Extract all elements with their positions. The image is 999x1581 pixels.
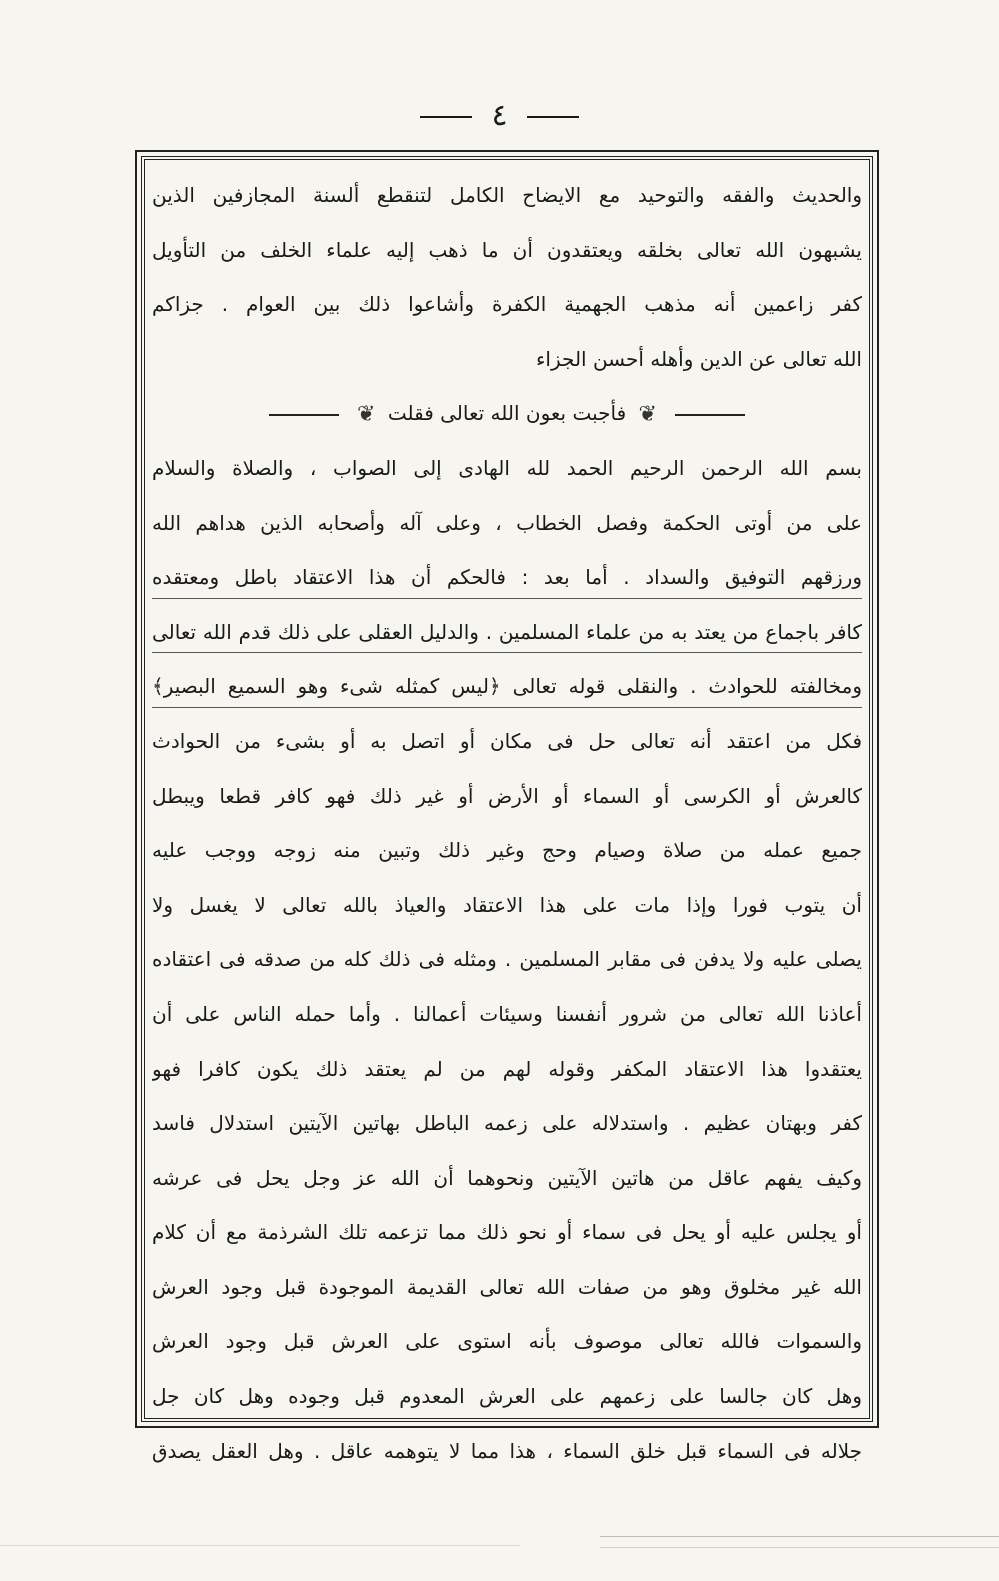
text-line-17: يعتقدوا هذا الاعتقاد المكفر وقوله لهم من لم يعتقد ذلك يكون كافرا فهو: [152, 1056, 862, 1081]
page-number-text: ٤: [491, 98, 508, 133]
text-line-21: الله غير مخلوق وهو من صفات الله تعالى القديمة الموجودة قبل وجود العرش: [152, 1274, 862, 1299]
text-line-22: والسموات فالله تعالى موصوف بأنه استوى على العرش قبل وجود العرش: [152, 1329, 862, 1354]
text-line-11: فكل من اعتقد أنه تعالى حل فى مكان أو اتصل به أو بشىء من الحوادث: [152, 728, 862, 753]
text-line-1: والحديث والفقه والتوحيد مع الايضاح الكامل لتنقطع ألسنة المجازفين الذين: [152, 183, 862, 207]
page-number-dash-right: [527, 116, 579, 118]
floral-ornament-icon: ❦: [357, 401, 376, 427]
text-line-2: يشبهون الله تعالى بخلقه ويعتقدون أن ما ذهب إليه علماء الخلف من التأويل: [152, 237, 862, 262]
scan-edge-lines: [600, 1536, 999, 1548]
text-line-19: وكيف يفهم عاقل من هاتين الآيتين ونحوهما أن الله عز وجل يحل فى عرشه: [152, 1165, 862, 1190]
text-line-7: على من أوتى الحكمة وفصل الخطاب ، وعلى آله وأصحابه الذين هداهم الله: [152, 510, 862, 535]
body-text: [152, 168, 862, 1478]
text-line-13: جميع عمله من صلاة وصيام وحج وغير ذلك وتبين منه زوجه ووجب عليه: [152, 838, 862, 863]
page-number: [0, 96, 999, 136]
heading-rule-right: [675, 414, 745, 416]
section-heading-text: فأجبت بعون الله تعالى فقلت: [387, 401, 627, 426]
floral-ornament-icon: ❦: [638, 401, 657, 427]
text-line-3: كفر زاعمين أنه مذهب الجهمية الكفرة وأشاعوا ذلك بين العوام . جزاكم: [152, 292, 862, 317]
text-line-12: كالعرش أو الكرسى أو السماء أو الأرض أو غير ذلك فهو كافر قطعا ويبطل: [152, 783, 862, 808]
text-line-16: أعاذنا الله تعالى من شرور أنفسنا وسيئات أعمالنا . وأما حمله الناس على أن: [152, 1001, 862, 1026]
section-heading: [152, 386, 862, 441]
heading-rule-left: [269, 414, 339, 416]
text-line-20: أو يجلس عليه أو يحل فى سماء أو نحو ذلك مما تزعمه تلك الشرذمة مع أن كلام: [152, 1220, 862, 1245]
text-line-14: أن يتوب فورا وإذا مات على هذا الاعتقاد والعياذ بالله تعالى لا يغسل ولا: [152, 892, 862, 917]
text-line-24: جلاله فى السماء قبل خلق السماء ، هذا مما لا يتوهمه عاقل . وهل العقل يصدق: [152, 1438, 862, 1463]
text-line-8: ورزقهم التوفيق والسداد . أما بعد : فالحكم أن هذا الاعتقاد باطل ومعتقده: [152, 550, 862, 605]
text-line-18: كفر وبهتان عظيم . واستدلاله على زعمه الباطل بهاتين الآيتين استدلال فاسد: [152, 1111, 862, 1136]
text-line-10: ومخالفته للحوادث . والنقلى قوله تعالى ﴿ليس كمثله شىء وهو السميع البصير﴾: [152, 659, 862, 714]
text-line-9: كافر باجماع من يعتد به من علماء المسلمين . والدليل العقلى على ذلك قدم الله تعالى: [152, 605, 862, 660]
text-line-6: بسم الله الرحمن الرحيم الحمد لله الهادى إلى الصواب ، والصلاة والسلام: [152, 455, 862, 480]
text-line-15: يصلى عليه ولا يدفن فى مقابر المسلمين . ومثله فى ذلك كله من صدقه فى اعتقاده: [152, 947, 862, 972]
page-number-dash-left: [420, 116, 472, 118]
scan-edge-line-left: [0, 1545, 520, 1546]
text-line-23: وهل كان جالسا على زعمهم على العرش المعدوم قبل وجوده وهل كان جل: [152, 1384, 862, 1409]
text-line-4: الله تعالى عن الدين وأهله أحسن الجزاء: [536, 346, 862, 371]
